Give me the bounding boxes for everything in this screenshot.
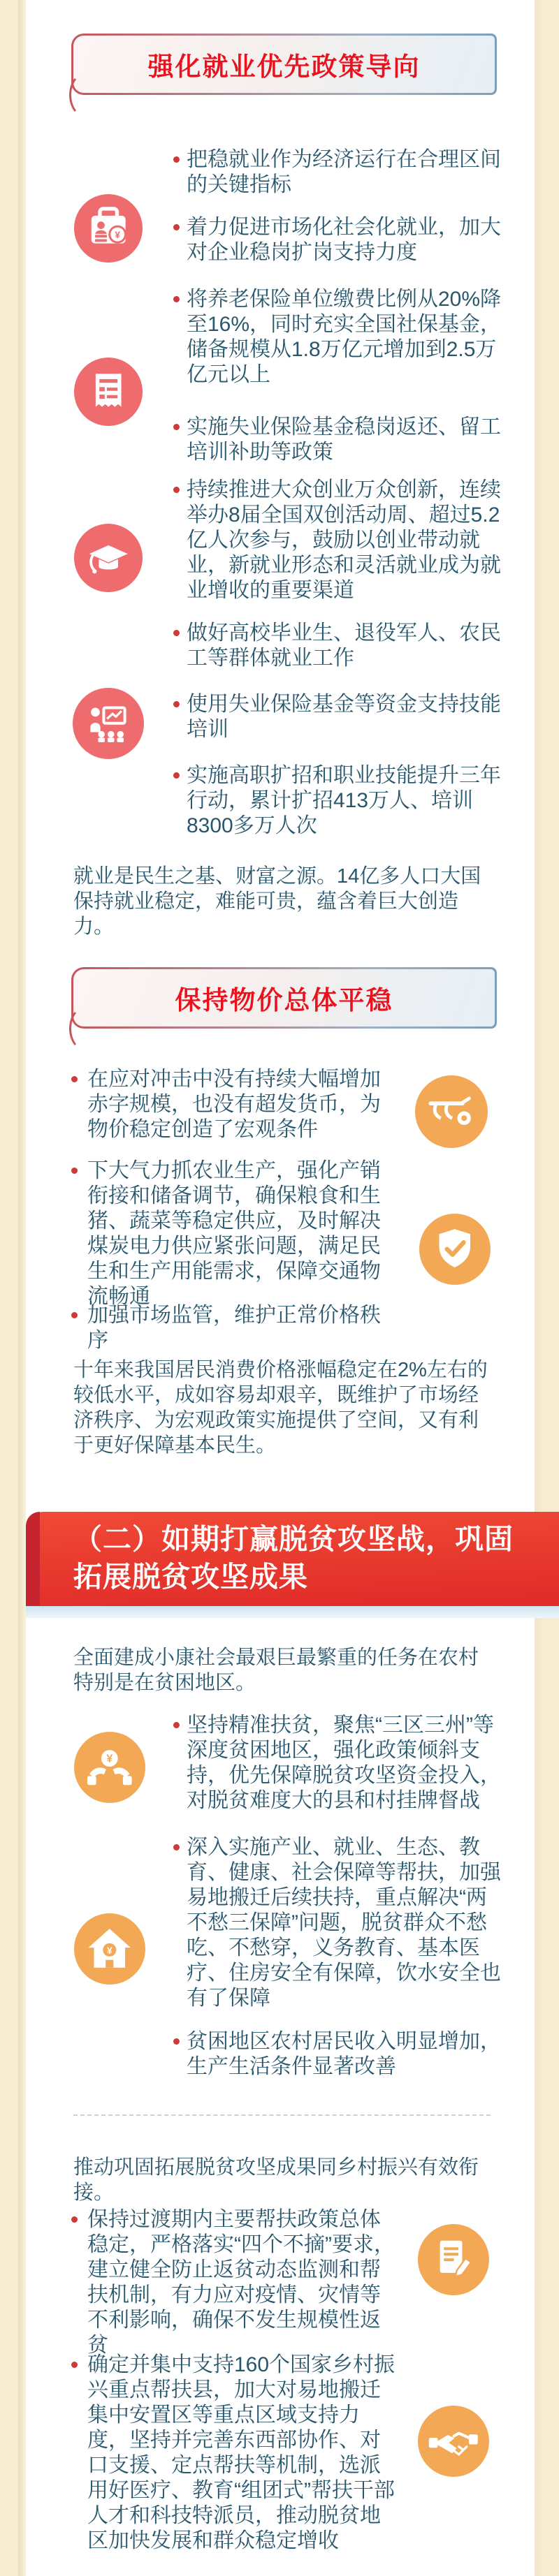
bullet-text: 把稳就业作为经济运行在合理区间的关键指标 (187, 148, 501, 196)
bullet-text: 实施失业保险基金稳岗返还、留工培训补助等政策 (187, 415, 501, 464)
bullet-text: 将养老保险单位缴费比例从20%降至16%，同时充实全国社保基金，储备规模从1.8万亿元增加到2.5万亿元以上 (187, 288, 502, 386)
house-yen-icon (74, 1913, 145, 1985)
left-margin-shade (18, 0, 26, 2576)
bullet-item (172, 1713, 504, 1813)
bullet-text: 着力促进市场化社会化就业，加大对企业稳岗扩岗支持力度 (187, 216, 501, 264)
bullet-text: 持续推进大众创业万众创新，连续举办8届全国双创活动周、超过5.2亿人次参与，鼓励以创业带动就业，新就业形态和灵活就业成为就业增收的重要渠道 (187, 478, 501, 602)
id-badge-yen-icon (74, 194, 143, 263)
receipt-icon (74, 358, 143, 426)
bullet-text: 做好高校毕业生、退役军人、农民工等群体就业工作 (187, 621, 501, 670)
bullet-text: 在应对冲击中没有持续大幅增加赤字规模，也没有超发货币，为物价稳定创造了宏观条件 (87, 1068, 381, 1141)
poverty-banner-title: （二）如期打赢脱贫攻坚战，巩固拓展脱贫攻坚成果 (73, 1523, 514, 1593)
section-header-inner (73, 36, 495, 93)
shield-check-icon (419, 1214, 491, 1285)
poverty-intro-paragraph: 全面建成小康社会最艰巨最繁重的任务在农村特别是在贫困地区。 (73, 1647, 479, 1694)
report-pen-icon (418, 2224, 489, 2295)
bullet-item (172, 478, 504, 603)
skills-training-icon (73, 688, 144, 759)
section-header-inner (73, 969, 495, 1026)
bullet-item (172, 415, 504, 465)
bullet-text: 使用失业保险基金等资金支持技能培训 (187, 693, 501, 741)
bullet-text: 实施高职扩招和职业技能提升三年行动，累计扩招413万人、培训8300多万人次 (187, 764, 501, 837)
hands-coin-icon (74, 1732, 145, 1803)
bullet-text: 确定并集中支持160个国家乡村振兴重点帮扶县，加大对易地搬迁集中安置区等重点区域支持力度，坚持并完善东西部协作、对口支援、定点帮扶等机制，选派用好医疗、教育“组团式”帮扶干部人才和科技特派员，推动脱贫地区加快发展和群众稳定增收 (87, 2353, 395, 2552)
bullet-text: 保持过渡期内主要帮扶政策总体稳定，严格落实“四个不摘”要求，建立健全防止返贫动态监测和帮扶机制，有力应对疫情、灾情等不利影响，确保不发生规模性返贫 (87, 2208, 395, 2357)
bullet-item (172, 1835, 504, 2011)
handshake-icon (418, 2406, 489, 2477)
bullet-text: 坚持精准扶贫，聚焦“三区三州”等深度贫困地区，强化政策倾斜支持，优先保障脱贫攻坚资金投入，对脱贫难度大的县和村挂牌督战 (187, 1714, 501, 1812)
bullet-item (172, 692, 504, 742)
bullet-item (70, 1067, 398, 1142)
bullet-item (70, 1158, 398, 1309)
section-header-prices (71, 967, 497, 1029)
svg-text:¥: ¥ (106, 1753, 113, 1765)
bullet-text: 贫困地区农村居民收入明显增加，生产生活条件显著改善 (187, 2030, 501, 2078)
svg-text:¥: ¥ (115, 229, 120, 240)
banner-underline-strip (26, 1606, 559, 1618)
section-title: 强化就业优先政策导向 (147, 52, 421, 81)
right-margin-shade (535, 0, 543, 2576)
bullet-item (172, 763, 504, 839)
farm-machinery-icon (415, 1075, 488, 1148)
bullet-item (70, 1303, 398, 1353)
summary-paragraph-employment: 就业是民生之基、财富之源。14亿多人口大国保持就业稳定，难能可贵，蕴含着巨大创造力。 (73, 865, 481, 938)
poverty-transition-paragraph: 推动巩固拓展脱贫攻坚成果同乡村振兴有效衔接。 (73, 2156, 479, 2204)
poverty-section-banner (26, 1512, 559, 1606)
bullet-item (172, 147, 504, 198)
dashed-divider (73, 2114, 491, 2116)
bullet-text: 下大气力抓农业生产，强化产销衔接和储备调节，确保粮食和生猪、蔬菜等稳定供应，及时解决煤炭电力供应紧张问题，满足民生和生产用能需求，保障交通物流畅通 (87, 1159, 381, 1308)
svg-text:¥: ¥ (107, 1945, 112, 1957)
bullet-item (70, 2207, 398, 2358)
bullet-item (70, 2353, 398, 2554)
section-header-employment (71, 34, 497, 95)
bullet-item (172, 287, 504, 388)
bullet-text: 加强市场监管，维护正常价格秩序 (87, 1304, 381, 1352)
section-title: 保持物价总体平稳 (175, 986, 393, 1015)
graduation-cap-icon (74, 524, 143, 592)
bullet-item (172, 215, 504, 265)
bullet-text: 深入实施产业、就业、生态、教育、健康、社会保障等帮扶，加强易地搬迁后续扶持，重点解决“两不愁三保障”问题，脱贫群众不愁吃、不愁穿，义务教育、基本医疗、住房安全有保障，饮水安全也有了保障 (187, 1836, 501, 2010)
bullet-item (172, 2029, 504, 2080)
summary-paragraph-prices: 十年来我国居民消费价格涨幅稳定在2%左右的较低水平，成如容易却艰辛，既维护了市场经济秩序、为宏观政策实施提供了空间，又有利于更好保障基本民生。 (73, 1359, 488, 1457)
bullet-item (172, 621, 504, 671)
